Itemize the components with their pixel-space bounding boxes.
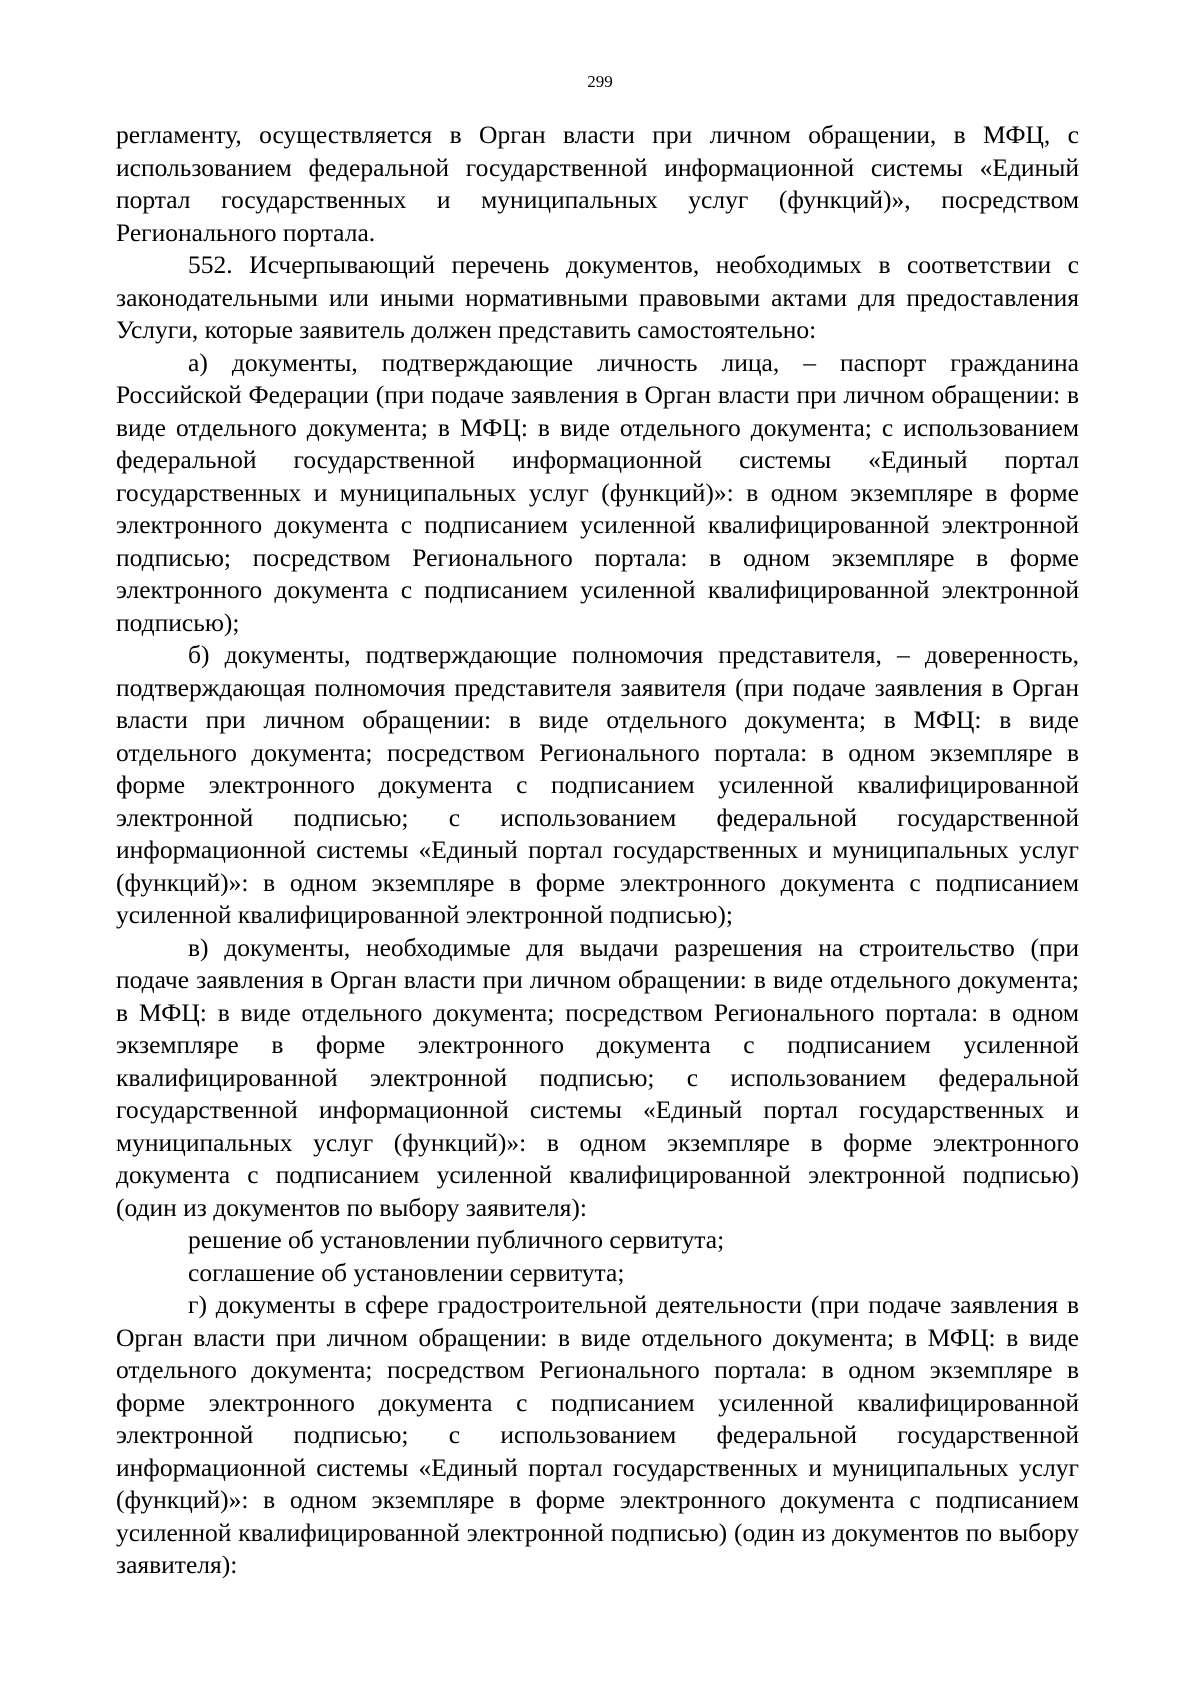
page-number: 299 (587, 72, 613, 91)
paragraph-item-g: г) документы в сфере градостроительной деятельности (при подаче заявления в Орган власти при личном обращении: в виде отдельного документа; в МФЦ: в виде отдельного документа; посредством Регионального портала: в одном экземпляре в форме электронного документа с подписанием усиленной квалифицированной электронной подписью; с использованием федеральной государственной информационной системы «Единый портал государственных и муниципальных услуг (функций)»: в одном экземпляре в форме электронного документа с подписанием усиленной квалифицированной электронной подписью) (один из документов по выбору заявителя): (116, 1290, 1079, 1579)
document-body (116, 119, 1079, 1582)
paragraph-subitem-servitude-agreement: соглашение об установлении сервитута; (188, 1257, 625, 1287)
paragraph-subitem-public-servitude: решение об установлении публичного сервитута; (188, 1225, 725, 1254)
paragraph-item-b: б) документы, подтверждающие полномочия представителя, – доверенность, подтверждающая полномочия представителя заявителя (при подаче заявления в Орган власти при личном обращении: в виде отдельного документа; в МФЦ: в виде отдельного документа; посредством Регионального портала: в одном экземпляре в форме электронного документа с подписанием усиленной квалифицированной электронной подписью; с использованием федеральной государственной информационной системы «Единый портал государственных и муниципальных услуг (функций)»: в одном экземпляре в форме электронного документа с подписанием усиленной квалифицированной электронной подписью); (116, 640, 1079, 929)
paragraph-item-a: а) документы, подтверждающие личность лица, – паспорт гражданина Российской Федерации (при подаче заявления в Орган власти при личном обращении: в виде отдельного документа; в МФЦ: в виде отдельного документа; с использованием федеральной государственной информационной системы «Единый портал государственных и муниципальных услуг (функций)»: в одном экземпляре в форме электронного документа с подписанием усиленной квалифицированной электронной подписью; посредством Регионального портала: в одном экземпляре в форме электронного документа с подписанием усиленной квалифицированной электронной подписью); (116, 347, 1079, 637)
paragraph-552: 552. Исчерпывающий перечень документов, необходимых в соответствии с законодательными или иными нормативными правовыми актами для предоставления Услуги, которые заявитель должен представить самостоятельно: (116, 250, 1079, 344)
paragraph-item-v: в) документы, необходимые для выдачи разрешения на строительство (при подаче заявления в Орган власти при личном обращении: в виде отдельного документа; в МФЦ: в виде отдельного документа; посредством Регионального портала: в одном экземпляре в форме электронного документа с подписанием усиленной квалифицированной электронной подписью; с использованием федеральной государственной информационной системы «Единый портал государственных и муниципальных услуг (функций)»: в одном экземпляре в форме электронного документа с подписанием усиленной квалифицированной электронной подписью) (один из документов по выбору заявителя): (116, 932, 1079, 1222)
paragraph-continuation: регламенту, осуществляется в Орган власти при личном обращении, в МФЦ, с использованием федеральной государственной информационной системы «Единый портал государственных и муниципальных услуг (функций)», посредством Регионального портала. (116, 120, 1079, 247)
